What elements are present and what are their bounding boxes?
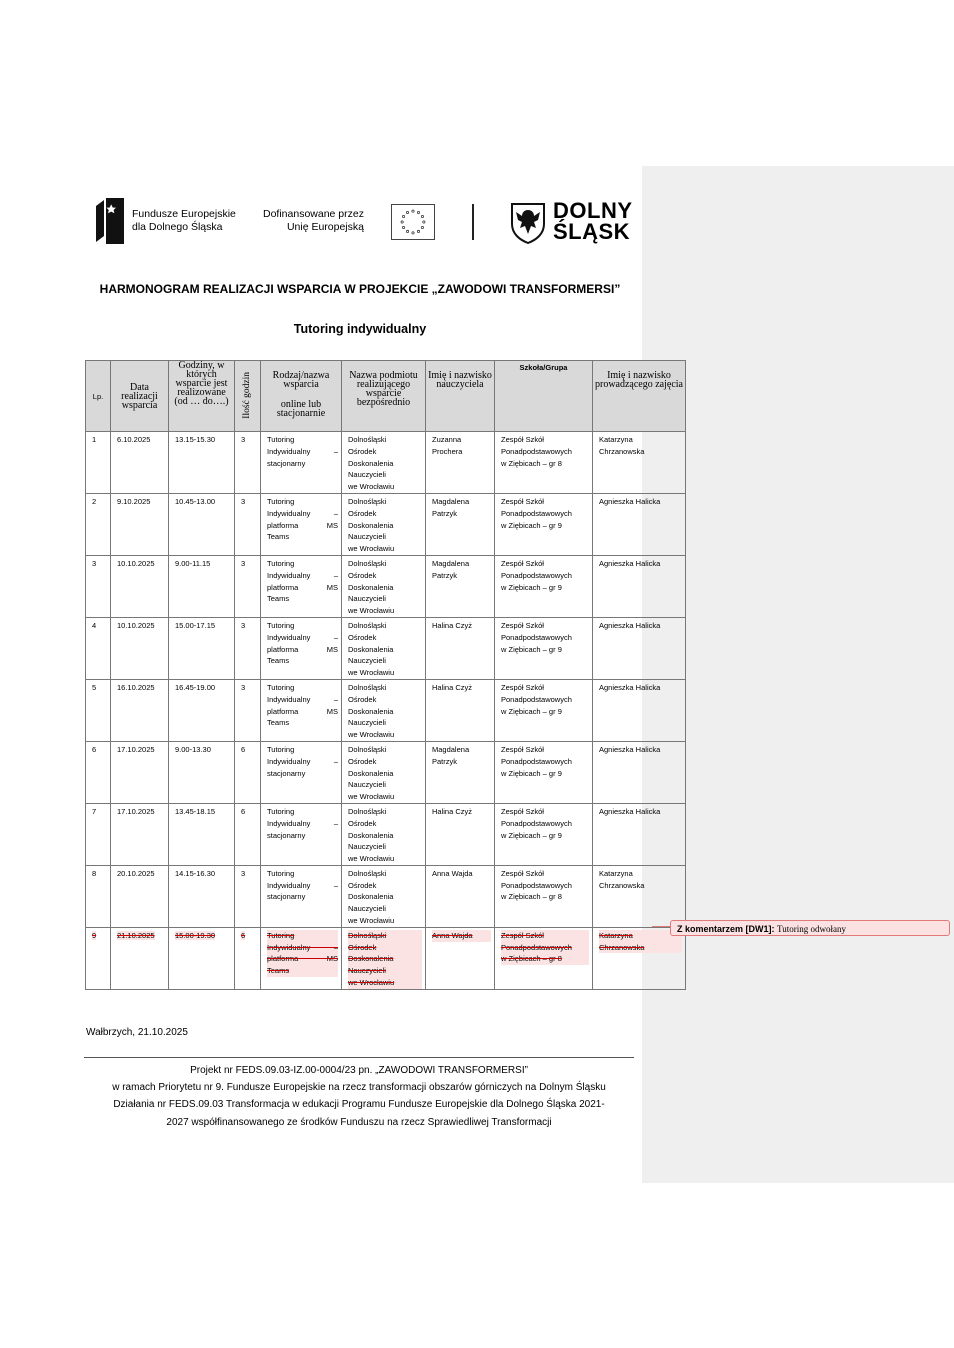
cell-leader-line: Agnieszka Halicka	[599, 806, 661, 816]
header-leader: Imię i nazwisko prowadzącego zajęcia	[593, 361, 686, 432]
cell-type-line: Teams	[267, 594, 290, 604]
cell-school	[495, 679, 593, 741]
cell-entity-line: we Wrocławiu	[348, 854, 395, 864]
cell-hours-text: 10.45-13.00	[175, 496, 216, 506]
cell-hours	[169, 432, 235, 494]
cell-teacher-line: Halina Czyż	[432, 620, 473, 630]
cell-hours	[169, 493, 235, 555]
cell-school-line: Zespół Szkół	[501, 620, 544, 630]
cell-type	[261, 803, 342, 865]
cell-leader-line: Chrzanowska	[599, 880, 645, 890]
cell-date-text: 10.10.2025	[117, 620, 155, 630]
cell-hours-text: 16.45-19.00	[175, 682, 216, 692]
cell-lp-text: 7	[92, 806, 97, 816]
cell-type-line: Tutoring	[267, 868, 295, 878]
cell-entity	[342, 617, 426, 679]
cell-type-line: platforma MS	[267, 644, 338, 654]
cell-school-line: Ponadpodstawowych	[501, 942, 589, 954]
cell-hour-count	[235, 555, 261, 617]
cell-lp-text: 8	[92, 868, 97, 878]
cell-teacher-line: Halina Czyż	[432, 806, 473, 816]
comment-label: Z komentarzem [DW1]:	[677, 924, 775, 934]
cell-entity-line: Ośrodek	[348, 446, 377, 456]
table-row	[86, 865, 686, 927]
cell-school	[495, 741, 593, 803]
cell-entity-line: we Wrocławiu	[348, 668, 395, 678]
cell-type	[261, 741, 342, 803]
cell-type-line: platforma MS	[267, 706, 338, 716]
cell-school-line: w Ziębicach – gr 9	[501, 582, 562, 592]
cell-teacher-line: Halina Czyż	[432, 682, 473, 692]
cell-school-line: Ponadpodstawowych	[501, 694, 572, 704]
cell-hours-text: 14.15-16.30	[175, 868, 216, 878]
cell-entity-line: we Wrocławiu	[348, 544, 395, 554]
cell-entity-line: Ośrodek	[348, 694, 377, 704]
cell-entity-line: Nauczycieli	[348, 904, 386, 914]
cell-hours	[169, 927, 235, 989]
cell-date-text: 9.10.2025	[117, 496, 151, 506]
dolny-slask-wordmark: DOLNY ŚLĄSK	[553, 198, 633, 244]
cell-entity-line: we Wrocławiu	[348, 977, 422, 989]
cell-entity-line: Nauczycieli	[348, 594, 386, 604]
cell-type-line: Indywidualny –	[267, 570, 338, 580]
cell-type-line: Indywidualny –	[267, 508, 338, 518]
cell-teacher	[426, 555, 495, 617]
cell-entity-line: Nauczycieli	[348, 656, 386, 666]
cell-hour-count	[235, 432, 261, 494]
cell-entity	[342, 555, 426, 617]
cell-hours	[169, 555, 235, 617]
cell-lp	[86, 679, 111, 741]
cell-hour-count	[235, 865, 261, 927]
cell-teacher	[426, 803, 495, 865]
cell-date	[111, 803, 169, 865]
cell-hours	[169, 741, 235, 803]
cell-lp	[86, 865, 111, 927]
cell-type-line: stacjonarny	[267, 830, 306, 840]
cell-entity-line: Dolnośląski	[348, 558, 387, 568]
table-row	[86, 493, 686, 555]
cell-leader-line: Agnieszka Halicka	[599, 620, 661, 630]
cell-hour-count-text: 3	[241, 558, 246, 568]
cell-date	[111, 555, 169, 617]
cell-type-line: Tutoring	[267, 496, 295, 506]
cell-type-line: Tutoring	[267, 558, 295, 568]
cell-type-line: Indywidualny –	[267, 632, 338, 642]
footer-line-3: Działania nr FEDS.09.03 Transformacja w edukacji Programu Fundusze Europejskie dla Dolnego Śląska 2021-	[113, 1099, 605, 1111]
cell-school-line: Ponadpodstawowych	[501, 508, 572, 518]
cell-entity	[342, 432, 426, 494]
cell-hour-count-text: 3	[241, 868, 246, 878]
cell-hour-count	[235, 927, 261, 989]
cell-entity-line: Dolnośląski	[348, 620, 387, 630]
cell-teacher-line: Prochera	[432, 446, 463, 456]
cell-hours	[169, 803, 235, 865]
cell-entity-line: Doskonalenia	[348, 520, 394, 530]
cell-entity-line: Dolnośląski	[348, 744, 387, 754]
cell-entity-line: Ośrodek	[348, 880, 377, 890]
cell-lp	[86, 617, 111, 679]
cell-entity-line: Nauczycieli	[348, 780, 386, 790]
cell-entity-line: Nauczycieli	[348, 532, 386, 542]
cell-type-line: Indywidualny –	[267, 818, 338, 828]
header-lp: Lp.	[86, 361, 111, 432]
cell-date-text: 20.10.2025	[117, 868, 155, 878]
cell-leader	[593, 493, 686, 555]
cell-type	[261, 927, 342, 989]
cell-entity-line: Doskonalenia	[348, 582, 394, 592]
cell-entity-line: Doskonalenia	[348, 768, 394, 778]
cell-type-line: Teams	[267, 965, 338, 977]
cell-type	[261, 555, 342, 617]
schedule-table	[85, 360, 686, 990]
cell-school-line: w Ziębicach – gr 9	[501, 644, 562, 654]
fundusze-europejskie-logo-icon	[96, 196, 124, 246]
cell-type-line: stacjonarny	[267, 768, 306, 778]
cell-school-line: Ponadpodstawowych	[501, 880, 572, 890]
table-row	[86, 432, 686, 494]
cell-type-line: Tutoring	[267, 930, 338, 942]
cell-teacher-line: Anna Wajda	[432, 930, 491, 942]
cell-entity-line: Dolnośląski	[348, 806, 387, 816]
cell-leader-line: Agnieszka Halicka	[599, 496, 661, 506]
cell-hour-count-text: 3	[241, 435, 246, 444]
table-row	[86, 927, 686, 989]
footer-line-2: w ramach Priorytetu nr 9. Fundusze Europejskie na rzecz transformacji obszarów górniczych na Dolnym Śląsku	[112, 1082, 606, 1094]
cell-school	[495, 493, 593, 555]
cell-entity-line: we Wrocławiu	[348, 482, 395, 492]
cell-type	[261, 617, 342, 679]
cell-school-line: Zespół Szkół	[501, 744, 544, 754]
cell-teacher	[426, 679, 495, 741]
cell-hours	[169, 679, 235, 741]
cell-entity-line: Dolnośląski	[348, 496, 387, 506]
cell-teacher-line: Patrzyk	[432, 756, 458, 766]
cell-lp-text: 1	[92, 435, 97, 444]
cell-leader-line: Katarzyna	[599, 868, 633, 878]
cell-entity-line: Ośrodek	[348, 570, 377, 580]
cell-school-line: Zespół Szkół	[501, 806, 544, 816]
cell-leader-line: Agnieszka Halicka	[599, 558, 661, 568]
cell-entity-line: Doskonalenia	[348, 458, 394, 468]
cell-hour-count	[235, 803, 261, 865]
eu-funding-text: Dofinansowane przez Unię Europejską	[263, 208, 364, 233]
comment-connector	[652, 926, 670, 927]
cell-entity-line: we Wrocławiu	[348, 606, 395, 616]
cell-type-line: Indywidualny –	[267, 942, 338, 952]
cell-hour-count-text: 6	[241, 806, 246, 816]
cell-leader-line: Katarzyna	[599, 930, 682, 942]
footer-divider	[84, 1057, 634, 1058]
cell-school-line: Zespół Szkół	[501, 682, 544, 692]
cell-entity-line: Dolnośląski	[348, 930, 422, 942]
cell-hours	[169, 617, 235, 679]
cell-entity-line: we Wrocławiu	[348, 916, 395, 926]
fundusze-europejskie-text: Fundusze Europejskie dla Dolnego Śląska	[132, 208, 236, 233]
cell-school-line: w Ziębicach – gr 8	[501, 953, 589, 965]
comment-text: Tutoring odwołany	[777, 924, 846, 934]
cell-school-line: Zespół Szkół	[501, 496, 544, 506]
cell-lp	[86, 555, 111, 617]
cell-entity-line: Nauczycieli	[348, 718, 386, 728]
cell-entity-line: Dolnośląski	[348, 868, 387, 878]
cell-type	[261, 679, 342, 741]
cell-hour-count-text: 3	[241, 620, 246, 630]
cell-lp-text: 9	[92, 930, 97, 940]
header-teacher: Imię i nazwisko nauczyciela	[426, 361, 495, 432]
cell-entity-line: Nauczycieli	[348, 965, 422, 977]
cell-school	[495, 617, 593, 679]
cell-teacher-line: Patrzyk	[432, 508, 458, 518]
cell-hour-count	[235, 493, 261, 555]
cell-school-line: w Ziębicach – gr 9	[501, 706, 562, 716]
cell-leader	[593, 432, 686, 494]
cell-lp	[86, 803, 111, 865]
cell-type-line: Teams	[267, 532, 290, 542]
cell-leader-line: Agnieszka Halicka	[599, 744, 661, 754]
cell-school	[495, 927, 593, 989]
cell-entity-line: Doskonalenia	[348, 830, 394, 840]
cell-hours	[169, 865, 235, 927]
cell-date	[111, 865, 169, 927]
cell-hours-text: 13.15-15.30	[175, 435, 216, 444]
cell-type-line: Tutoring	[267, 682, 295, 692]
cell-school-line: Ponadpodstawowych	[501, 756, 572, 766]
cell-entity	[342, 741, 426, 803]
cell-entity	[342, 865, 426, 927]
cell-hour-count-text: 3	[241, 682, 246, 692]
cell-entity-line: Ośrodek	[348, 756, 377, 766]
header-entity: Nazwa podmiotu realizującego wsparcie bezpośrednio	[342, 361, 426, 432]
cell-lp	[86, 927, 111, 989]
cell-school-line: Zespół Szkół	[501, 558, 544, 568]
cell-entity-line: Nauczycieli	[348, 470, 386, 480]
place-and-date: Wałbrzych, 21.10.2025	[86, 1027, 188, 1038]
table-row	[86, 679, 686, 741]
footer-line-1: Projekt nr FEDS.09.03-IZ.00-0004/23 pn. „ZAWODOWI TRANSFORMERSI”	[190, 1065, 528, 1076]
cell-school-line: Ponadpodstawowych	[501, 818, 572, 828]
cell-hours-text: 15.00-17.15	[175, 620, 216, 630]
cell-date-text: 6.10.2025	[117, 435, 151, 444]
cell-school-line: w Ziębicach – gr 9	[501, 768, 562, 778]
cell-school	[495, 432, 593, 494]
cell-hour-count	[235, 741, 261, 803]
cell-leader-line: Katarzyna	[599, 435, 633, 444]
cell-hour-count-text: 3	[241, 496, 246, 506]
cell-leader	[593, 555, 686, 617]
cell-type-line: Tutoring	[267, 435, 295, 444]
comment-balloon[interactable]	[670, 920, 950, 936]
cell-leader-line: Agnieszka Halicka	[599, 682, 661, 692]
cell-school-line: Ponadpodstawowych	[501, 632, 572, 642]
table-row	[86, 741, 686, 803]
cell-hours-text: 13.45-18.15	[175, 806, 216, 816]
cell-type-line: platforma MS	[267, 954, 338, 964]
cell-school-line: Ponadpodstawowych	[501, 570, 572, 580]
cell-type-line: stacjonarny	[267, 892, 306, 902]
header-date: Data realizacji wsparcia	[111, 361, 169, 432]
cell-type-line: platforma MS	[267, 520, 338, 530]
cell-lp	[86, 493, 111, 555]
cell-type-line: Teams	[267, 656, 290, 666]
cell-entity-line: Nauczycieli	[348, 842, 386, 852]
cell-type-line: Indywidualny –	[267, 880, 338, 890]
cell-entity-line: Dolnośląski	[348, 682, 387, 692]
cell-entity-line: Dolnośląski	[348, 435, 387, 444]
cell-date	[111, 432, 169, 494]
table-row	[86, 617, 686, 679]
cell-type-line: Tutoring	[267, 744, 295, 754]
cell-teacher	[426, 493, 495, 555]
cell-lp-text: 3	[92, 558, 97, 568]
cell-entity-line: Doskonalenia	[348, 953, 422, 965]
cell-entity	[342, 679, 426, 741]
header-hours: Godziny, w których wsparcie jest realizowane (od … do….)	[169, 361, 235, 432]
cell-teacher-line: Anna Wajda	[432, 868, 473, 878]
cell-date	[111, 617, 169, 679]
table-header-row	[86, 361, 686, 432]
table-row	[86, 803, 686, 865]
cell-date	[111, 741, 169, 803]
cell-type-line: Teams	[267, 718, 290, 728]
cell-lp-text: 4	[92, 620, 97, 630]
cell-lp	[86, 432, 111, 494]
cell-hour-count	[235, 617, 261, 679]
cell-leader	[593, 865, 686, 927]
cell-hours-text: 9.00-13.30	[175, 744, 211, 754]
cell-school-line: Ponadpodstawowych	[501, 446, 572, 456]
cell-school-line: Zespół Szkół	[501, 435, 544, 444]
cell-leader	[593, 617, 686, 679]
cell-date-text: 10.10.2025	[117, 558, 155, 568]
cell-school	[495, 803, 593, 865]
cell-school-line: w Ziębicach – gr 9	[501, 520, 562, 530]
cell-leader	[593, 741, 686, 803]
cell-school-line: Zespół Szkół	[501, 930, 589, 942]
table-row	[86, 555, 686, 617]
cell-teacher-line: Magdalena	[432, 496, 470, 506]
cell-school-line: Zespół Szkół	[501, 868, 544, 878]
cell-date	[111, 927, 169, 989]
cell-school-line: w Ziębicach – gr 8	[501, 458, 562, 468]
cell-type-line: Indywidualny –	[267, 446, 338, 456]
cell-entity	[342, 803, 426, 865]
comment-pane	[642, 166, 954, 1183]
header-type: Rodzaj/nazwa wsparcia online lub stacjonarnie	[261, 361, 342, 432]
cell-entity-line: Doskonalenia	[348, 706, 394, 716]
footer	[84, 1062, 634, 1131]
cell-entity-line: we Wrocławiu	[348, 792, 395, 802]
cell-entity-line: Ośrodek	[348, 818, 377, 828]
cell-teacher-line: Zuzanna	[432, 435, 462, 444]
cell-lp-text: 2	[92, 496, 97, 506]
cell-type-line: platforma MS	[267, 582, 338, 592]
cell-lp	[86, 741, 111, 803]
cell-school	[495, 865, 593, 927]
header-hour-count: Ilość godzin	[235, 361, 261, 432]
cell-entity-line: Ośrodek	[348, 508, 377, 518]
cell-teacher	[426, 865, 495, 927]
document-subtitle: Tutoring indywidualny	[293, 322, 427, 336]
cell-teacher-line: Patrzyk	[432, 570, 458, 580]
cell-type	[261, 493, 342, 555]
cell-teacher	[426, 741, 495, 803]
footer-line-4: 2027 współfinansowanego ze środków Funduszu na rzecz Sprawiedliwej Transformacji	[166, 1116, 552, 1128]
cell-date-text: 21.10.2025	[117, 930, 155, 940]
dolny-slask-eagle-icon	[510, 202, 546, 244]
cell-school-line: w Ziębicach – gr 9	[501, 830, 562, 840]
cell-leader	[593, 927, 686, 989]
cell-school	[495, 555, 593, 617]
cell-teacher	[426, 432, 495, 494]
cell-type	[261, 432, 342, 494]
cell-teacher-line: Magdalena	[432, 744, 470, 754]
document-title: HARMONOGRAM REALIZACJI WSPARCIA W PROJEKCIE „ZAWODOWI TRANSFORMERSI”	[99, 282, 621, 296]
cell-teacher	[426, 617, 495, 679]
cell-teacher	[426, 927, 495, 989]
cell-entity-line: Doskonalenia	[348, 892, 394, 902]
cell-type	[261, 865, 342, 927]
cell-date	[111, 679, 169, 741]
eu-flag-icon	[391, 204, 435, 240]
cell-entity-line: we Wrocławiu	[348, 730, 395, 740]
cell-hours-text: 15.00-19.30	[175, 930, 216, 940]
cell-entity	[342, 927, 426, 989]
cell-leader-line: Chrzanowska	[599, 942, 682, 954]
cell-school-line: w Ziębicach – gr 8	[501, 892, 562, 902]
cell-type-line: Indywidualny –	[267, 756, 338, 766]
cell-type-line: Indywidualny –	[267, 694, 338, 704]
cell-lp-text: 5	[92, 682, 97, 692]
cell-entity-line: Doskonalenia	[348, 644, 394, 654]
cell-date-text: 16.10.2025	[117, 682, 155, 692]
cell-entity-line: Ośrodek	[348, 942, 422, 954]
cell-hour-count-text: 6	[241, 744, 246, 754]
cell-teacher-line: Magdalena	[432, 558, 470, 568]
cell-hours-text: 9.00-11.15	[175, 558, 211, 568]
cell-leader-line: Chrzanowska	[599, 446, 645, 456]
logo-bar	[96, 194, 636, 248]
cell-type-line: stacjonarny	[267, 458, 306, 468]
cell-hour-count-text: 6	[241, 930, 246, 940]
header-school: Szkoła/Grupa	[495, 361, 593, 432]
cell-entity	[342, 493, 426, 555]
cell-type-line: Tutoring	[267, 620, 295, 630]
cell-hour-count	[235, 679, 261, 741]
cell-lp-text: 6	[92, 744, 97, 754]
logo-separator	[472, 204, 474, 240]
cell-leader	[593, 803, 686, 865]
cell-date-text: 17.10.2025	[117, 744, 155, 754]
cell-date	[111, 493, 169, 555]
cell-type-line: Tutoring	[267, 806, 295, 816]
cell-leader	[593, 679, 686, 741]
cell-entity-line: Ośrodek	[348, 632, 377, 642]
cell-date-text: 17.10.2025	[117, 806, 155, 816]
